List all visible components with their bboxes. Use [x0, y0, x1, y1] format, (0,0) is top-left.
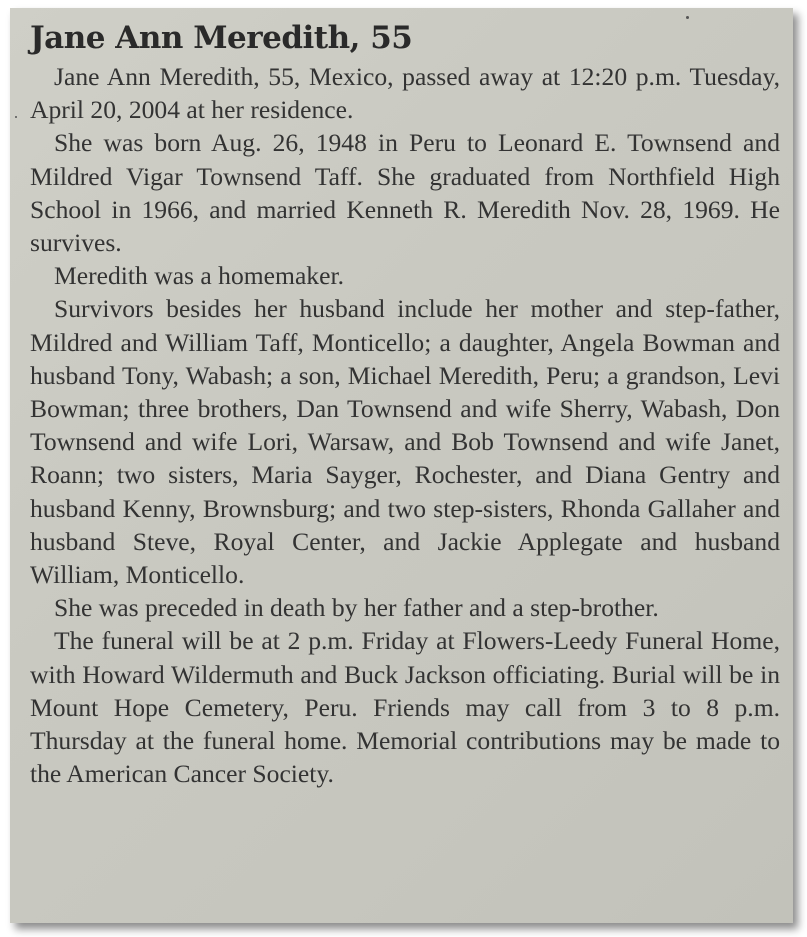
obituary-paragraph-birth: She was born Aug. 26, 1948 in Peru to Leonard E. Townsend and Mildred Vigar Townsend Taff. She graduated from Northfield High School in 1966, and married Kenneth R. Meredith Nov. 28, 1969. He survives. — [30, 128, 780, 258]
paper-speck — [15, 116, 17, 118]
newspaper-clipping — [10, 8, 793, 923]
obituary-headline: Jane Ann Meredith, 55 — [30, 20, 413, 56]
obituary-paragraph-death: Jane Ann Meredith, 55, Mexico, passed away at 12:20 p.m. Tuesday, April 20, 2004 at her residence. — [30, 62, 780, 125]
obituary-paragraph-preceded: She was preceded in death by her father and a step-brother. — [54, 593, 659, 623]
obituary-body — [30, 60, 780, 790]
obituary-paragraph-survivors: Survivors besides her husband include her mother and step-father, Mildred and William Taff, Monticello; a daughter, Angela Bowman and husband Tony, Wabash; a son, Michael Meredith, Peru; a grandson, Levi Bowman; three brothers, Dan Townsend and wife Sherry, Wabash, Don Townsend and wife Lori, Warsaw, and Bob Townsend and wife Janet, Roann; two sisters, Maria Sayger, Rochester, and Diana Gentry and husband Kenny, Brownsburg; and two step-sisters, Rhonda Gallaher and husband Steve, Royal Center, and Jackie Applegate and husband William, Monticello. — [30, 294, 780, 590]
obituary-paragraph-occupation: Meredith was a homemaker. — [54, 261, 344, 291]
paper-speck — [686, 16, 689, 19]
obituary-paragraph-funeral: The funeral will be at 2 p.m. Friday at Flowers-Leedy Funeral Home, with Howard Wildermuth and Buck Jackson officiating. Burial will be in Mount Hope Cemetery, Peru. Friends may call from 3 to 8 p.m. Thursday at the funeral home. Memorial contributions may be made to the American Cancer Society. — [30, 626, 780, 789]
